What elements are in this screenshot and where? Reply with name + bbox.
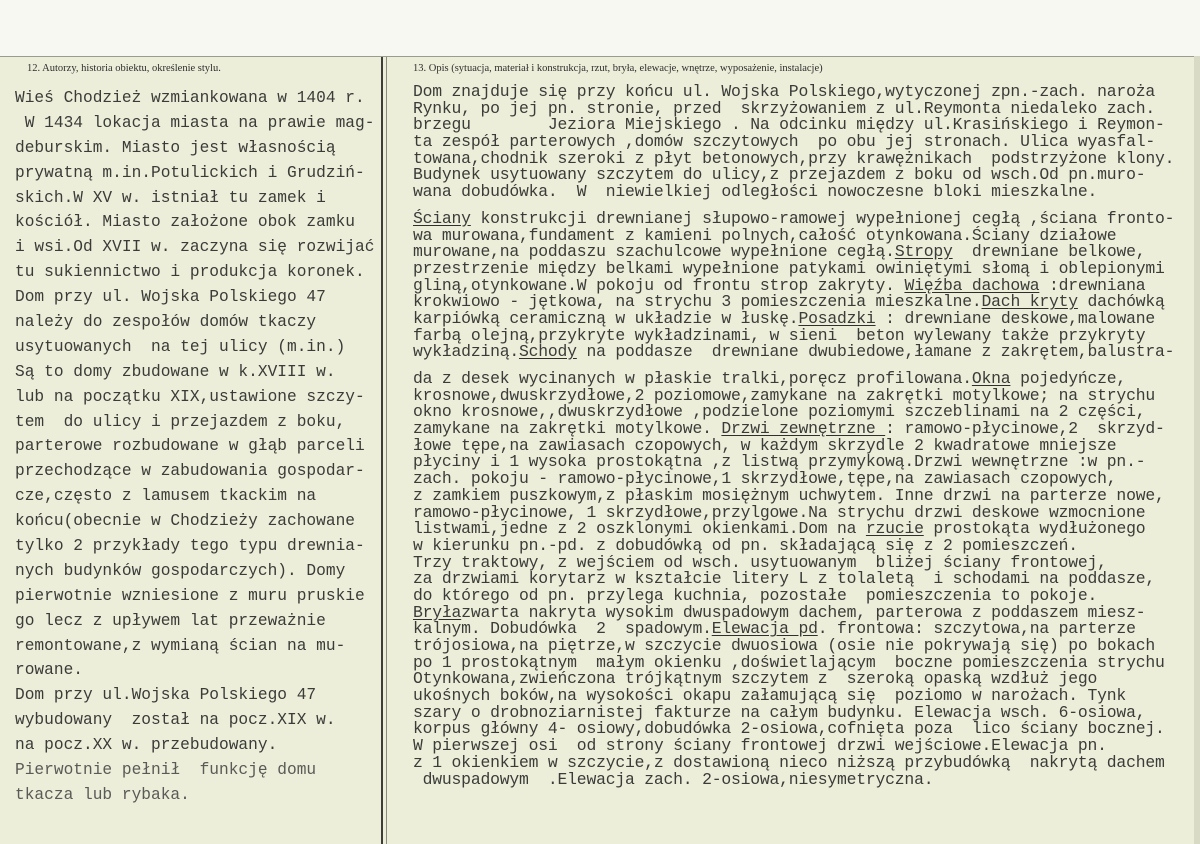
text-segment: dachówką [1077,292,1165,312]
text-segment: W pierwszej osi od strony ściany frontowej drzwi wejściowe.Elewacja pn. [413,736,1107,756]
description-line [413,184,1174,201]
text-segment: po 1 prostokątnym małym okienku ,doświetlającym boczne pomieszczenia strychu [413,652,1165,672]
underlined-term: Stropy [894,242,953,262]
text-segment: w kierunku pn.-pd. z dobudówką od pn. składającą się z 2 pomieszczeń. [413,535,1078,555]
history-line: tkacza lub rybaka. [15,785,190,804]
history-line: na pocz.XX w. przebudowany. [15,736,278,755]
history-line: rowane. [15,661,83,680]
history-line: nych budynków gospodarczych). Domy [15,561,346,580]
history-line: należy do zespołów domów tkaczy [15,313,317,332]
text-segment: pojedyńcze, [1010,369,1127,388]
text-segment: : drewniane deskowe,malowane [875,308,1155,328]
card-top-margin [0,0,1200,56]
text-segment: z 1 okienkiem w szczycie,z dostawioną nieco niższą przybudówką nakrytą dachem [413,752,1165,772]
section-12-heading: 12. Autorzy, historia obiektu, określenie stylu. [27,63,221,74]
underlined-term: Posadzki [798,308,876,328]
text-segment: karpiówką ceramiczną w układzie w łuskę. [413,308,799,328]
history-line: i wsi.Od XVII w. zaczyna się rozwijać [15,238,375,257]
text-segment: korpus główny 4- osiowy,dobudówka 2-osiowa,cofnięta poza lico ściany bocznej. [413,719,1165,739]
history-line: usytuowanych na tej ulicy (m.in.) [15,337,346,356]
text-segment: wykładziną. [413,342,519,362]
text-segment: :drewniana [1039,275,1146,295]
text-segment: krokwiowo - jętkowa, na strychu 3 pomieszczenia mieszkalne. [413,292,982,312]
history-line: prywatną m.in.Potulickich i Grudziń- [15,163,365,182]
text-segment: szary o drobnoziarnistej fakturze na całym budynku. Elewacja wsch. 6-osiowa, [413,702,1146,722]
underlined-term: Schody [519,342,577,362]
history-line: lub na początku XIX,ustawione szczy- [15,387,365,406]
underlined-term: Okna [971,369,1011,388]
history-line: przechodzące w zabudowania gospodar- [15,462,365,481]
underlined-term: Bryła [413,602,462,622]
underlined-term: Więźba dachowa [904,275,1040,295]
underlined-term: rzucie [865,519,924,539]
text-segment: farbą olejną,przykryte wykładzinami, w sieni beton wylewany także przykryty [413,325,1146,345]
text-segment: z zamkiem puszkowym,z płaskim mosiężnym uchwytem. Inne drzwi na parterze nowe, [413,485,1165,505]
section-13-heading: 13. Opis (sytuacja, materiał i konstrukcja, rzut, bryła, elewacje, wnętrze, wyposażenie, instalacje) [413,63,823,74]
text-segment: na poddasze drewniane dwubiedowe,łamane z zakrętem,balustra- [576,342,1175,362]
description-text-column [413,84,1174,788]
text-segment: drewniane belkowe, [952,242,1146,262]
text-segment: kalnym. Dobudówka 2 spadowym. [413,619,712,639]
description-line [413,769,1174,789]
underlined-term: Dach kryty [981,292,1078,312]
text-segment: wana dobudówka. W niewielkiej odległości nowoczesne bloki mieszkalne. [413,182,1098,202]
text-segment: zach. pokoju - ramowo-płycinowe,1 skrzydłowe,tępe,na zawiasach czopowych, [413,469,1117,489]
text-segment: prostokąta wydłużonego [923,519,1146,539]
text-segment: Budynek usytuowany szczytem do ulicy,z przejazdem z boku od wsch.Od pn.muro- [413,165,1146,185]
text-segment: : ramowo-płycinowe,2 skrzyd- [885,419,1165,439]
underlined-term: Ściany [413,208,471,228]
history-line: cze,często z lamusem tkackim na [15,487,317,506]
text-segment: krosnowe,dwuskrzydłowe,2 poziomowe,zamykane na zakrętki motylkowe; na strychu [413,385,1155,405]
text-segment: murowane,na poddaszu szachulcowe wypełnione cegłą. [413,242,895,262]
underlined-term: Elewacja pd [711,619,818,639]
history-line: wybudowany został na pocz.XIX w. [15,711,336,730]
text-segment: łowe tępe,na zawiasach czopowych, w każdym skrzydle 2 kwadratowe mniejsze [413,435,1117,455]
text-segment: ukośnych boków,na wysokości okapu załamującą się poziomo w narożach. Tynk [413,686,1127,706]
history-line: Pierwotnie pełnił funkcję domu [15,761,317,780]
text-segment: przestrzenie między belkami wypełnione patykami owiniętymi słomą i oblepionymi [413,258,1165,278]
column-divider [381,57,383,844]
text-segment: da z desek wycinanych w płaskie tralki,poręcz profilowana. [413,369,972,388]
text-segment: Dom znajduje się przy końcu ul. Wojska Polskiego,wytyczonej zpn.-zach. naroża [413,82,1155,101]
history-line: remontowane,z wymianą ścian na mu- [15,636,346,655]
text-segment: brzegu Jeziora Miejskiego . Na odcinku między ul.Krasińskiego i Reymon- [413,115,1165,135]
column-divider-secondary [386,57,387,844]
text-segment: wa murowana,fundament z kamieni polnych,całość otynkowana.Ściany działowe [413,225,1117,245]
description-line [413,344,1174,361]
history-text-column [15,86,374,808]
text-segment: ramowo-płycinowe, 1 skrzydłowe,przylgowe.Na strychu drzwi deskowe wzmocnione [413,502,1146,522]
text-segment: zwarta nakryta wysokim dwuspadowym dachem, parterowa z poddaszem miesz- [461,602,1146,622]
history-line: W 1434 lokacja miasta na prawie mag- [15,113,375,132]
text-segment: gliną,otynkowane.W pokoju od frontu strop zakryty. [413,275,905,295]
history-line: parterowe rozbudowane w głąb parceli [15,437,365,456]
text-segment: konstrukcji drewnianej słupowo-ramowej wypełnionej cegłą ,ściana fronto- [470,208,1175,228]
text-segment: do którego od pn. przylega kuchnia, pozostałe pomieszczenia to pokoje. [413,585,1098,605]
history-line: skich.W XV w. istniał tu zamek i [15,188,326,207]
history-line: Są to domy zbudowane w k.XVIII w. [15,362,336,381]
text-segment: . frontowa: szczytowa,na parterze [817,619,1136,639]
history-line: Dom przy ul.Wojska Polskiego 47 [15,686,317,705]
history-line: tem do ulicy i przejazdem z boku, [15,412,346,431]
history-line: tu sukiennictwo i produkcja koronek. [15,263,365,282]
card-top-border [0,56,1200,57]
text-segment: ta zespół parterowych ,domów szczytowych po obu jej stronach. Ulica wyasfal- [413,132,1155,152]
history-line: deburskim. Miasto jest własnością [15,138,336,157]
text-segment: zamykane na zakrętki motylkowe. [413,419,722,439]
text-segment: za drzwiami korytarz w kształcie litery L z tolaletą i schodami na poddasze, [413,569,1155,589]
text-segment: okno krosnowe,,dwuskrzydłowe ,podzielone poziomymi szczeblinami na 2 części, [413,402,1146,422]
text-segment: towana,chodnik szeroki z płyt betonowych,przy krawężnikach podstrzyżone klony. [413,148,1175,168]
text-segment: Otynkowana,zwieńczona trójkątnym szczytem z szeroką opaską wzdłuż jego [413,669,1098,689]
text-segment: płyciny i 1 wysoka prostokątna ,z listwą przymykową.Drzwi wewnętrzne :w pn.- [413,452,1146,472]
text-segment: Trzy traktowy, z wejściem od wsch. usytuowanym bliżej ściany frontowej, [413,552,1107,572]
history-line: Dom przy ul. Wojska Polskiego 47 [15,288,326,307]
history-line: kościół. Miasto założone obok zamku [15,213,355,232]
text-segment: listwami,jedne z 2 oszklonymi okienkami.Dom na [413,519,866,539]
card-right-edge [1194,56,1200,844]
history-line: tylko 2 przykłady tego typu drewnia- [15,537,365,556]
history-line: Wieś Chodzież wzmiankowana w 1404 r. [15,89,365,107]
text-segment: trójosiowa,na piętrze,w szczycie dwuosiowa (osie nie pokrywają się) po bokach [413,636,1155,655]
history-line: go lecz z upływem lat przeważnie [15,611,326,630]
history-line: pierwotnie wzniesione z muru pruskie [15,586,365,605]
underlined-term: Drzwi zewnętrzne [721,419,886,439]
text-segment: dwuspadowym .Elewacja zach. 2-osiowa,niesymetryczna. [413,769,934,789]
history-line: końcu(obecnie w Chodzieży zachowane [15,512,355,531]
text-segment: Rynku, po jej pn. stronie, przed skrzyżowaniem z ul.Reymonta niedaleko zach. [413,98,1155,118]
